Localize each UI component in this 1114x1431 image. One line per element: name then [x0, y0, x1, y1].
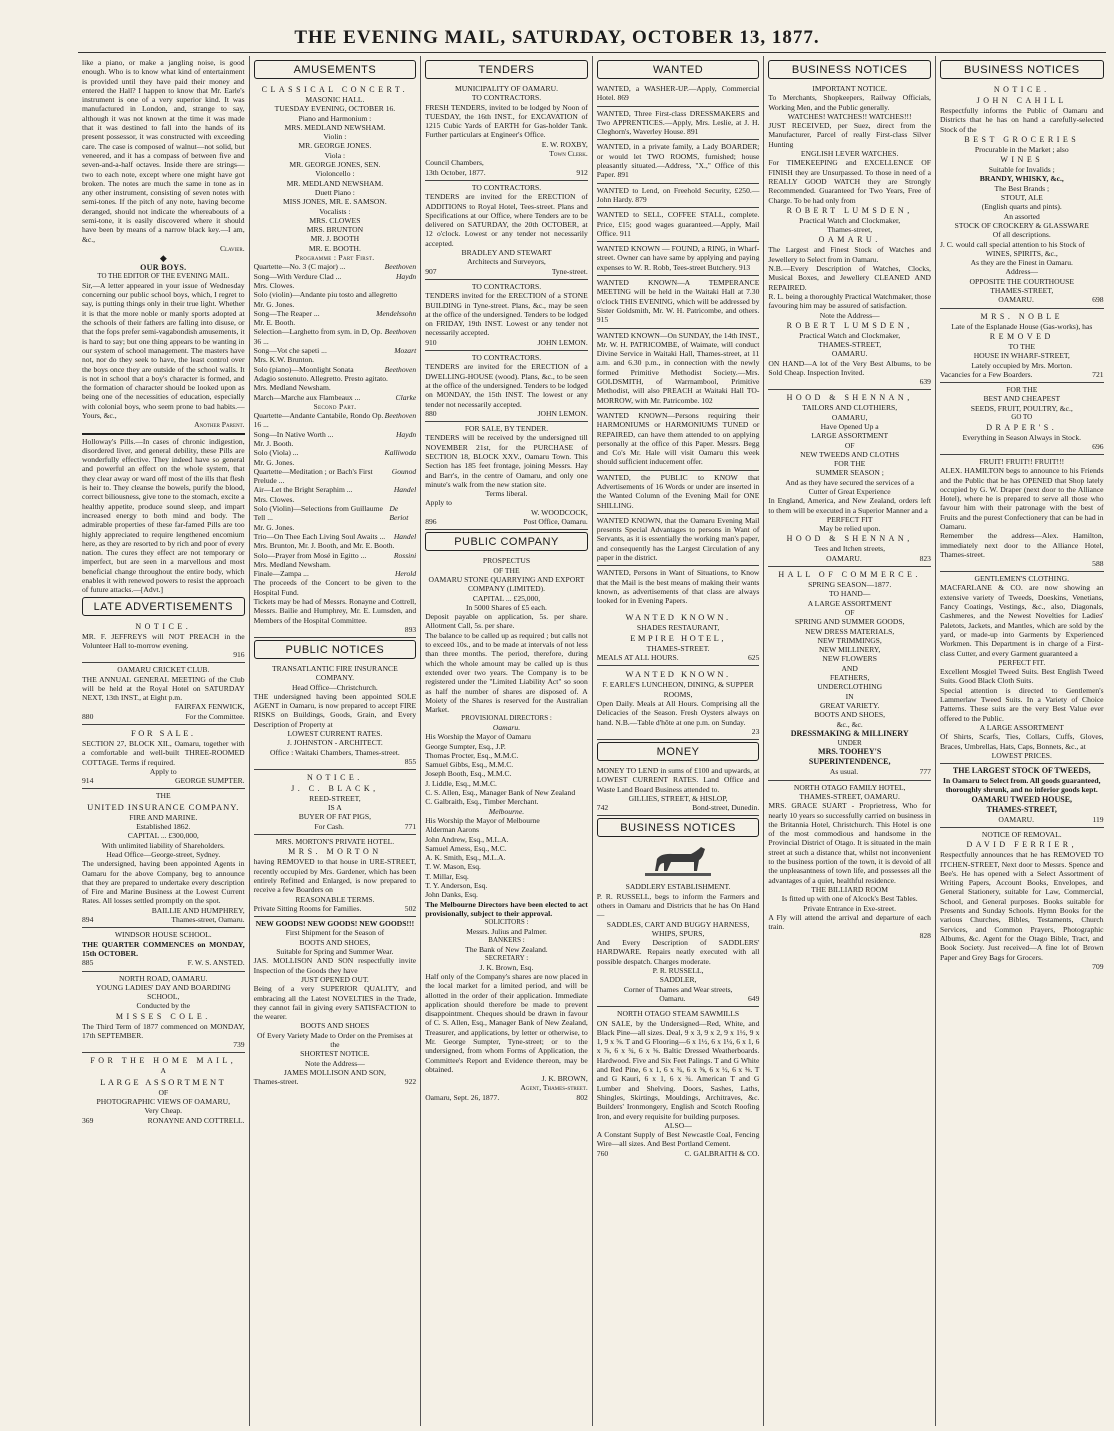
wanted-ad: WANTED to SELL, COFFEE STALL, complete. Price, £15; good wages guaranteed.—Apply, Mail Office. 911: [597, 208, 760, 242]
our-boys-title: OUR BOYS.: [140, 263, 187, 273]
hall-item: UNDERCLOTHING: [817, 682, 883, 692]
director-name: J. Liddle, Esq., M.M.C.: [425, 778, 497, 788]
programme-item: Mrs. K.W. Brunton.: [253, 355, 315, 365]
morton-private-hotel-ad: MRS. MORTON'S PRIVATE HOTEL. MRS. MORTON having REMOVED to that house in URE-STREET, recently occupied by Mrs. Gardener, which has been entirely Refitted and Enlarged, is now prepared to receive a few Boarders on REASONABLE TERMS. Private Sitting Rooms for Families. 502: [254, 835, 417, 917]
our-boys-letter: Sir,—A letter appeared in your issue of Wednesday concerning our public school boys, which, I regret to say, is putting things only in their true light. Whether it is that the more noble or manly sports adopted at the schools of their fathers are falling into disuse, or that the fops prefer semi-vagabondish amusements, it is hard to say; but one thing appears to be wanting in our system of school management. The masters have not, nor do they seek to have, the least control over the boys once they are outside of the school walls. It is not in school that a boy's character is formed, and the formation of character should be looked upon as being one of the necessities of education, especially with colonial boys, who seem prone to bad habits.—Yours, &c.,: [82, 280, 245, 420]
wanted-ad: WANTED KNOWN — FOUND, a RING, in Wharf-street. Owner can have same by applying and paying expenses to W. R. Robb, Tees-street Butchery. 913: [597, 242, 760, 276]
hamilton-fruit-ad: FRUIT! FRUIT!! FRUIT!!! ALEX. HAMILTON begs to announce to his Friends and the Public that he has OPENED that Shop lately occupied by G. W. Draper (next door to the Alliance Hotel), where he is prepared to serve all those who favour him with their patronage with the best of Fruits and the purest Confectionery that can be had in Oamaru. Remember the address—Alex. Hamilton, immediately next door to the Alliance Hotel, Thames-street. 588: [940, 455, 1104, 572]
black-fat-pigs-ad: NOTICE. J. C. BLACK, REED-STREET, IS A BUYER OF FAT PIGS, For Cash. 771: [254, 770, 417, 835]
hall-item: NEW DRESS MATERIALS,: [805, 626, 895, 636]
programme-item: Quartette—Meditation ; or Bach's First Prelude ... Gounod: [253, 466, 417, 486]
hall-item: AND: [841, 663, 858, 673]
programme-item: Mr. G. Jones.: [253, 457, 295, 467]
late-advertisements-header: LATE ADVERTISEMENTS: [82, 597, 245, 616]
director-name: Thomas Procter, Esq., M.M.C.: [425, 750, 519, 760]
classical-concert-ad: CLASSICAL CONCERT. MASONIC HALL. TUESDAY EVENING, OCTOBER 16. Piano and Harmonium : MRS. MEDLAND NEWSHAM. Violin : MR. GEORGE JONES. Viola : MR. GEORGE JONES, SEN. Violoncello : MR. MEDLAND NEWSHAM. Duett Piano : MISS JONES, MR. E. SAMSON. Vocalists : MRS. CLOWES MRS. BRUNTON MR. J. BOOTH MR. E. BOOTH. Programme : Part First. Quartette—No. 3 (C major) ... Beethoven Song—With Verdure Clad ... Haydn Mrs. Clowes. Solo (violin)—Andante piu tosto and allegretto Mr. G. Jones. Song—The Reaper ... Mendelssohn Mr. E. Booth. Selection—Larghetto from sym. in D, Op. 36 ... Beethoven Song—Vot che sapeti ... Mozart Mrs. K.W. Brunton. Solo (piano)—Moonlight Sonata Beethoven Adagio sostenuto. Allegretto. Presto agitato. Mrs. Medland Newsham. March—Marche aux Flambeaux ... Clarke Second Part. Quartette—Andante Cantabile, Rondo Op. 16 ... Beethoven Song—In Native Worth ... Haydn Mr. J. Booth. Solo (Viola) ... Kalliwoda Mr. G. Jones. Quartette—Meditation ; or Bach's First Prelude ... Gounod Air—Let the Bright Seraphim ... Handel Mrs. Clowes. Solo (Violin)—Selections from Guillaume Tell ... De Beriot Mr. G. Jones. Trio—On Thee Each Living Soul Awaits ... Handel Mrs. Brunton, Mr. J. Booth, and Mr. E. Booth. Solo—Prayer from Mosé in Egitto ... Rossini Mrs. Medland Newsham. Finale—Zampa ... Herold The proceeds of the Concert to be given to the Hospital Fund. Tickets may be had of Messrs. Ronayne and Cottrell, Messrs. Bailie and Humphrey, Mr. E. Lumsden, and Members of the Hospital Committee. 893: [254, 82, 417, 638]
wanted-ad: WANTED, a WASHER-UP.—Apply, Commercial Hotel. 869: [597, 82, 760, 107]
column-1: [78, 56, 250, 1426]
director-name: George Sumpter, Esq., J.P.: [425, 741, 506, 751]
programme-item: Solo (violin)—Andante piu tosto and allegretto: [253, 290, 398, 300]
programme-item: Song—Vot che sapeti ... Mozart: [253, 346, 417, 356]
north-otago-family-hotel-ad: NORTH OTAGO FAMILY HOTEL, THAMES-STREET, OAMARU. MRS. GRACE SUART - Proprietress, Who for nearly 10 years so successfully carried on business in the Britannia Hotel, Christchurch. This Hotel is one of the most commodious and handsome in the Provincial District of Otago. It is situated in the main street at such a distance that, whilst not inconvenient to the business portion of the town, it is devoid of all the unpleasantness of town life, and possesses all the advantages of a quiet, healthful residence. THE BILLIARD ROOM Is fitted up with one of Alcock's Best Tables. Private Entrance in Exe-street. A Fly will attend the arrival and departure of each train. 828: [768, 782, 931, 941]
newspaper-page: [78, 56, 1108, 1426]
windsor-house-school-ad: WINDSOR HOUSE SCHOOL. THE QUARTER COMMENCES on MONDAY, 15th OCTOBER. 885 F. W. S. ANSTED.: [82, 928, 245, 971]
public-notices-header: PUBLIC NOTICES: [254, 640, 417, 659]
director-name: Alderman Aarons: [425, 825, 479, 835]
programme-item: Quartette—Andante Cantabile, Rondo Op. 16 ... Beethoven: [253, 411, 417, 430]
programme-item: Trio—On Thee Each Living Soul Awaits ... Handel: [253, 531, 417, 541]
wanted-ad: WANTED, the PUBLIC to KNOW that Advertisements of 16 Words or under are inserted in the Wanted Column of the Evening Mail for ONE SHILLING.: [597, 471, 760, 514]
business-notices-header-col5: BUSINESS NOTICES: [768, 60, 931, 79]
column-4: [593, 56, 765, 1426]
hall-item: NEW TRIMMINGS,: [817, 635, 882, 645]
programme-item: Song—The Reaper ... Mendelssohn: [253, 308, 417, 318]
tenders-header: TENDERS: [425, 60, 588, 79]
jeffreys-notice: NOTICE. MR. F. JEFFREYS will NOT PREACH in the Volunteer Hall to-morrow evening. 916: [82, 619, 245, 664]
wanted-ad: WANTED KNOWN, that the Oamaru Evening Mail presents Special Advantages to persons in Want of Servants, as it is essentially the working man's paper, and consequently has the Largest Circulation of any paper in the district.: [597, 514, 760, 566]
director-name: T. Y. Anderson, Esq.: [425, 881, 488, 891]
oamaru-tweed-house-ad: THE LARGEST STOCK OF TWEEDS, In Oamaru to Select from. All goods guaranteed, thoroughly shrunk, and no inferior goods kept. OAMARU TWEED HOUSE, THAMES-STREET, OAMARU. 119: [940, 764, 1104, 828]
noble-removal-ad: MRS. NOBLE Late of the Esplanade House (Gas-works), has REMOVED TO THE HOUSE IN WHARF-STREET, Lately occupied by Mrs. Morton. Vacancies for a Few Boarders. 721: [940, 309, 1104, 383]
programme-item: Mr. G. Jones.: [253, 522, 295, 532]
programme-item: Mrs. Medland Newsham.: [253, 383, 331, 393]
money-header: MONEY: [597, 742, 760, 761]
cahill-groceries-ad: NOTICE. JOHN CAHILL Respectfully informs the Public of Oamaru and Districts that he has on hand a carefully-selected Stock of the BEST GROCERIES Procurable in the Market ; also WINES Suitable for Invalids ; BRANDY, WHISKY, &c., The Best Brands ; STOUT, ALE (English quarts and pints). An assorted STOCK OF CROCKERY & GLASSWARE Of all descriptions. J. C. would call special attention to his Stock of WINES, SPIRITS, &c., As they are the Finest in Oamaru. Address— OPPOSITE THE COURTHOUSE THAMES-STREET, OAMARU. 698: [940, 82, 1104, 309]
piano-letter: like a piano, or make a jangling noise, is good enough. Who is to know what kind of entertainment is provided until they have paid their money and entered the Hall? I happen to know that Mr. Earle's instrument is one of a very superior kind. It was manufactured in London, and, strange to say, although it was not known at the time it was made that it was destined to fall into the hands of its present possessor, it was constructed with exceeding care. The case is composed of walnut—not solid, but veneered, and it has a compass of between five and seven-and-a-half octaves. Inside there are strings—two to each note, except where one might have got broken. The notes are much the same in tone as in any other instrument, consisting of seven notes with semi-tones. If the pitch of any note, having become deranged, should not indicate the whereabouts of a semi-tone, it is easily discovered where it should have been by means of a narrow black key.—I am, &c.,: [82, 58, 245, 244]
hall-item: FEATHERS,: [829, 673, 870, 683]
our-boys-addressee: TO THE EDITOR OF THE EVENING MAIL.: [97, 272, 230, 281]
amusements-header: AMUSEMENTS: [254, 60, 417, 79]
wanted-ad: WANTED, Persons in Want of Situations, to Know that the Mail is the best means of making their wants known, as advertisements of that class are always looked for in Evening Papers.: [596, 568, 760, 606]
hall-of-commerce-ad: HALL OF COMMERCE. SPRING SEASON—1877. TO HAND— A LARGE ASSORTMENT OF SPRING AND SUMMER GOODS, NEW DRESS MATERIALS, NEW TRIMMINGS, NEW MILLINERY, NEW FLOWERS AND FEATHERS, UNDERCLOTHING IN GREAT VARIETY. BOOTS AND SHOES, &c., &c. DRESSMAKING & MILLINERY UNDER MRS. TOOHEY'S SUPERINTENDENCE, As usual. 777: [768, 567, 931, 781]
director-name: C. Galbraith, Esq., Timber Merchant.: [425, 797, 539, 807]
hall-item: &c., &c.: [836, 719, 863, 729]
royal-hotel-tender: TO CONTRACTORS. TENDERS are invited for the ERECTION of ADDITIONS to Royal Hotel, Tees-street. Plans and Specifications at our Office, where Tenders are to be delivered on SATURDAY, the 20th OCTOBER, at 12 o'clock. Lowest or any tender not necessarily accepted. BRADLEY AND STEWART Architects and Surveyors, 907 Tyne-street.: [425, 181, 588, 280]
ferrier-removal-ad: NOTICE OF REMOVAL. DAVID FERRIER, Respectfully announces that he has REMOVED TO ITCHEN-STREET, Next door to Messrs. Spence and Bee's. He has opened with a Select Assortment of Writing Papers, Account Books, Envelopes, and General Stationery, suitable for Law, Commercial, School, and General purposes. Books suitable for Presents and Sunday Schools. Hymn Books for the various Churches, Bibles, Testaments, Church Services, and Common Prayers, Photographic Albums, &c. Agent for the Otago Bible, Tract, and Book Society. Just received—A fine lot of Brown Paper and Grey Bags for Grocers. 709: [939, 830, 1104, 971]
column-2: [250, 56, 422, 1426]
programme-item: Solo (piano)—Moonlight Sonata Beethoven: [253, 364, 417, 374]
programme-item: Quartette—No. 3 (C major) ... Beethoven: [253, 262, 417, 272]
hall-item: NEW FLOWERS: [822, 654, 877, 664]
programme-item: Song—With Verdure Clad ... Haydn: [253, 271, 417, 281]
programme-item: Selection—Larghetto from sym. in D, Op. 36 ... Beethoven: [253, 327, 417, 346]
macfarlane-clothing-ad: GENTLEMEN'S CLOTHING. MACFARLANE & CO. are now showing an extensive variety of Tweeds, Doeskins, Venetians, Fancy Coatings, Vestings, &c., also, Diagonals, Cashmeres, and the Newest Novelties for Ladies' Paletots, Jackets, and Mantles, which are sold by the yard, or made-up into Garments by Experienced Workmen. This Department is in charge of a First-class Cutter, and every Garment guaranteed a PERFECT FIT. Excellent Mosgiel Tweed Suits. Best English Tweed Suits. Good Black Cloth Suits. Special attention is directed to Gentlemen's Lammerlaw Tweed Suits. In a Variety of Choice Patterns. These suits are the very Best Value ever offered to the Public. A LARGE ASSORTMENT Of Shirts, Scarfs, Ties, Collars, Cuffs, Gloves, Braces, Umbrellas, Hats, Caps, Bonnets, &c., at LOWEST PRICES.: [940, 572, 1104, 764]
horse-engraving: [643, 845, 713, 879]
director-name: John Andrew, Esq., M.L.A.: [425, 834, 509, 844]
wanted-header: WANTED: [597, 60, 760, 79]
lumsden-watches-ad: IMPORTANT NOTICE. To Merchants, Shopkeepers, Railway Officials, Working Men, and the Public generally. WATCHES! WATCHES!! WATCHES!!! JUST RECEIVED, per Suez, direct from the Manufacturer, Parcel of really First-class Silver Hunting ENGLISH LEVER WATCHES. For TIMEKEEPING and EXCELLENCE OF FINISH they are Unsurpassed. To those in need of a REALLY GOOD WATCH they are Strongly Recommended. Guaranteed for Two Years, Free of Charge. To be had only from ROBERT LUMSDEN, Practical Watch and Clockmaker, Thames-street, OAMARU. The Largest and Finest Stock of Watches and Jewellery to Select from in Oamaru. N.B.—Every Description of Watches, Clocks, Musical Boxes, and Jewellery CLEANED AND REPAIRED. R. L. being a thoroughly Practical Watchmaker, those favouring him may be assured of satisfaction. Note the Address— ROBERT LUMSDEN, Practical Watch and Clockmaker, THAMES-STREET, OAMARU. ON HAND—A lot of the Very Best Albums, to be Sold Cheap. Inspection Invited. 639: [768, 82, 931, 390]
programme-item: Solo—Prayer from Mosé in Egitto ... Rossini: [253, 550, 417, 560]
column-5: [764, 56, 936, 1426]
programme-item: Air—Let the Bright Seraphim ... Handel: [253, 485, 417, 495]
programme-item: Mr. G. Jones.: [253, 299, 295, 309]
wanted-ad: WANTED to Lend, on Freehold Security, £250.—John Hardy. 879: [597, 184, 760, 209]
programme-item: Adagio sostenuto. Allegretto. Presto agitato.: [253, 373, 388, 383]
vocalist-name: MRS. CLOWES: [309, 215, 361, 225]
programme-item: Mrs. Clowes.: [253, 494, 295, 504]
wanted-ad: WANTED, in a private family, a Lady BOARDER; or would let TWO ROOMS, furnished; house pleasantly situated.—Address, "X.," Office of this Paper. 891: [597, 140, 760, 183]
mollison-new-goods-ad: NEW GOODS! NEW GOODS! NEW GOODS!!! First Shipment for the Season of BOOTS AND SHOES, Suitable for Spring and Summer Wear. JAS. MOLLISON AND SON respectfully invite Inspection of the Goods they have JUST OPENED OUT. Being of a very SUPERIOR QUALITY, and embracing all the Latest NOVELTIES in the Trade, they cannot fail in giving every SATISFACTION to the wearer. BOOTS AND SHOES Of Every Variety Made to Order on the Premises at the SHORTEST NOTICE. Note the Address— JAMES MOLLISON AND SON, Thames-street. 922: [253, 919, 417, 1087]
cricket-club-notice: OAMARU CRICKET CLUB. THE ANNUAL GENERAL MEETING of the Club will be held at the Royal Hotel on SATURDAY NEXT, 13th INST., at Eight p.m. FAIRFAX FENWICK, 880 For the Committee.: [82, 663, 245, 725]
director-name: His Worship the Mayor of Melbourne: [425, 815, 540, 825]
newspaper-title: THE EVENING MAIL, SATURDAY, OCTOBER 13, 1877.: [294, 27, 820, 48]
piano-letter-signature: Clavier.: [219, 243, 245, 253]
director-name: T. Millar, Esq.: [425, 871, 469, 881]
united-insurance-ad: THE UNITED INSURANCE COMPANY. FIRE AND MARINE. Established 1862. CAPITAL ... £300,000, With unlimited liability of Shareholders. Head Office—George-street, Sydney. The undersigned, having been appointed Agents in Oamaru for the above Company, beg to announce that they are prepared to undertake every description of Fire and Marine Business at the Lowest Current Rates. All losses settled promptly on the spot. BAILLIE AND HUMPHREY, 894 Thames-street, Oamaru.: [82, 789, 245, 928]
holloway-pills-ad: Holloway's Pills.—In cases of chronic indigestion, disordered liver, and general debility, these Pills are wonderfully effective. They indeed have so general and powerful an effect on the whole system, that they clear away or ward off most of the ills that flesh is heir to. They cleanse the bowels, purify the blood, correct biliousness, give tone to the stomach, excite a healthy appetite, produce sound sleep, and impart increased energy to both mind and body. The admirable properties of these far-famed Pills are too highly appreciated to require lengthened encomium here, as they are resorted to by rich and poor of every nation. The cures they effect are not temporary or imperfect, but are seen in a marvellous and most beneficial change throughout the entire body, which enables it with renewed powers to resist the approach of future attacks.—[Advt.]: [82, 436, 245, 595]
column-3: [421, 56, 593, 1426]
municipality-tender: MUNICIPALITY OF OAMARU. TO CONTRACTORS. FRESH TENDERS, invited to be lodged by Noon of TUESDAY, the 16th INST., for EXCAVATION of 1215 Cubic Yards of EARTH for Gas-holder Tank. Further particulars at Engineer's Office. E. W. ROXBY, Town Clerk. Council Chambers, 13th October, 1877. 912: [425, 82, 588, 181]
programme-item: Mr. J. Booth.: [253, 438, 294, 448]
divider-ornament: ◆: [159, 253, 167, 264]
transatlantic-insurance-ad: TRANSATLANTIC FIRE INSURANCE COMPANY. Head Office—Christchurch. THE undersigned having been appointed SOLE AGENT in Oamaru, is now prepared to accept FIRE RISKS on Buildings, Goods, Grain, and Every Description of Property at LOWEST CURRENT RATES. J. JOHNSTON - ARCHITECT. Office : Waitaki Chambers, Thames-street. 855: [254, 662, 417, 770]
for-sale-section-ad: FOR SALE. SECTION 27, BLOCK XII., Oamaru, together with a comfortable and well-built THREE-ROOMED COTTAGE. Terms if required. Apply to 914 GEORGE SUMPTER.: [82, 725, 245, 789]
director-name: A. K. Smith, Esq., M.L.A.: [425, 853, 506, 863]
shades-restaurant-ad: WANTED KNOWN. SHADES RESTAURANT, EMPIRE HOTEL, THAMES-STREET. MEALS AT ALL HOURS. 625: [597, 609, 760, 667]
director-name: C. S. Allen, Esq., Manager Bank of New Zealand: [425, 788, 576, 798]
programme-item: Mrs. Brunton, Mr. J. Booth, and Mr. E. Booth.: [253, 541, 395, 551]
hall-item: GREAT VARIETY.: [819, 700, 880, 710]
vocalist-name: MR. E. BOOTH.: [308, 243, 361, 253]
director-name: John Danks, Esq.: [425, 890, 478, 900]
programme-item: Mr. E. Booth.: [253, 318, 296, 328]
money-to-lend-ad: MONEY TO LEND in sums of £100 and upwards, at LOWEST CURRENT RATES. Land Office and Waste Land Board Business attended to. GILLIES, STREET, & HISLOP, 742 Bond-street, Dunedin.: [597, 764, 760, 816]
our-boys-signature: Another Parent.: [194, 420, 245, 430]
earle-luncheon-rooms-ad: WANTED KNOWN. F. EARLE'S LUNCHEON, DINING, & SUPPER ROOMS, Open Daily. Meals at All Hours. Comprising all the Delicacies of the Season. Fresh Oysters always on hand. N.B.—Table d'hôte at one p.m. on Sunday. 23: [597, 666, 760, 739]
dwelling-house-tender: TO CONTRACTORS. TENDERS are invited for the ERECTION of a DWELLING-HOUSE (wood). Plans, &c., to be seen at the office of the undersigned. Tenders to be lodged on MONDAY, the 15th INST. The lowest or any tender not necessarily accepted. 880 JOHN LEMON.: [425, 351, 588, 422]
wanted-ad: WANTED KNOWN—A TEMPERANCE MEETING will be held in the Waitaki Hall at 7.30 o'clock THIS EVENING, which will be addressed by Sister Goldsmith, Mr. W. H. Patricombe, and others. 915: [597, 276, 760, 328]
business-notices-header-col4: BUSINESS NOTICES: [597, 818, 760, 837]
sawmills-ad: NORTH OTAGO STEAM SAWMILLS ON SALE, by the Undersigned—Red, White, and Black Pine—all sizes. Deal, 9 x 3, 9 x 2, 9 x 1½, 9 x 1, 9 x ⅝. T and G Flooring—6 x 1½, 6 x 1¼, 6 x 1, 6 x ⅞, 6 x ¾, 6 x ⅝. Baltic Dressed Weatherboards. Hardwood. Five and Six Feet Palings. T and G White and Red Pine, 6 x 1, 6 x ¾, 6 x ⅝, 6 x ½, 6 x ⅜. T and G Kauri, 6 x 1, 6 x ¾. American T and G Lumber and Shelving. Doors, Sashes, Laths, Shingles, Skirtings, Mouldings, Architraves, &c. Builders' Ironmongery, English and Scotch Roofing Iron, and every requisite for building purposes. ALSO— A Constant Supply of Best Newcastle Coal, Fencing Wire—all sizes. And Best Portland Cement. 760 C. GALBRAITH & CO.: [596, 1009, 760, 1158]
stone-quarrying-prospectus: PROSPECTUS OF THE OAMARU STONE QUARRYING AND EXPORT COMPANY (LIMITED). CAPITAL ... £25,000, In 5000 Shares of £5 each. Deposit payable on application, 5s. per share. Allotment Call, 5s. per share. The balance to be called up as required ; but calls not to exceed 10s., and to be made at intervals of not less than three months. The period, therefore, during which the whole amount may be called up is thus extended over two years. The Company is to be registered under the "Limited Liability Act" so soon as half the number of shares are disposed of. A Moiety of the Shares is reserved for the Australian Market. PROVISIONAL DIRECTORS : Oamaru. His Worship the Mayor of Oamaru George Sumpter, Esq., J.P. Thomas Procter, Esq., M.M.C. Samuel Gibbs, Esq., M.M.C. Joseph Booth, Esq., M.M.C. J. Liddle, Esq., M.M.C. C. S. Allen, Esq., Manager Bank of New Zealand C. Galbraith, Esq., Timber Merchant. Melbourne. His Worship the Mayor of Melbourne Alderman Aarons John Andrew, Esq., M.L.A. Samuel Amess, Esq., M.C. A. K. Smith, Esq., M.L.A. T. W. Mason, Esq. T. Millar, Esq. T. Y. Anderson, Esq. John Danks, Esq. The Melbourne Directors have been elected to act provisionally, subject to their approval. SOLICITORS : Messrs. Julius and Palmer. BANKERS : The Bank of New Zealand. SECRETARY : J. K. Brown, Esq. Half only of the Company's shares are now placed in the local market for a limited period, and will be allotted in the order of their application. Immediate application should therefore be made to prevent disappointment. Cheques should be drawn in favour of C. S. Allen, Esq., Manager Bank of New Zealand, Treasurer, and applications, by letter or otherwise, to Mr. George Sumpter, Tyne-street; or to the undersigned, from whom Forms of Application, the Committee's Report and Evidence thereon, may be obtained. J. K. BROWN, Agent, Thames-street. Oamaru, Sept. 26, 1877. 802: [425, 556, 588, 1102]
vocalist-name: MRS. BRUNTON: [306, 225, 364, 235]
director-name: Samuel Amess, Esq., M.C.: [425, 843, 507, 853]
business-notices-header-col6: BUSINESS NOTICES: [940, 60, 1104, 79]
public-company-header: PUBLIC COMPANY: [425, 532, 588, 551]
programme-item: Finale—Zampa ... Herold: [253, 569, 417, 579]
wanted-ad: WANTED KNOWN—On SUNDAY, the 14th INST., Mr. W. H. PATRICOMBE, of Waimate, will conduct Divine Service in Waitaki Hall, Thames-street, at 11 a.m. and 6.30 p.m., in connection with the newly formed Primitive Methodist Society.—Mrs. GOLDSMITH, of Warrnambool, Primitive Methodist, will also PREACH at Waitaki Hall TO-MORROW, with Mr. Patricombe. 102: [597, 329, 760, 409]
director-name: Samuel Gibbs, Esq., M.M.C.: [425, 760, 514, 770]
sale-by-tender-ad: FOR SALE, BY TENDER. TENDERS will be received by the undersigned till NOVEMBER 21st, for the PURCHASE of SECTION 18, BLOCK XXV., Oamaru Town. This Section has 185 feet frontage, joining Messrs. Hay and Barr's, in the centre of Oamaru, and only one minute's walk from the new station site. Terms liberal. Apply to W. WOODCOCK, 896 Post Office, Oamaru.: [425, 422, 588, 530]
wanted-ad: WANTED KNOWN—Persons requiring their HARMONIUMS or HARMONIUMS TUNED or REPAIRED, can have them attended to on applying personally at the office of this Paper. Messrs. Begg and Co's Mr. Hale will visit Oamaru this week should sufficient inducement offer.: [597, 409, 760, 471]
director-name: T. W. Mason, Esq.: [425, 862, 481, 872]
hall-item: BOOTS AND SHOES,: [814, 710, 886, 720]
masthead-rule: [78, 52, 1106, 53]
column-6: [936, 56, 1108, 1426]
programme-item: Solo (Violin)—Selections from Guillaume Tell ... De Beriot: [253, 504, 409, 523]
hall-item: IN: [845, 691, 854, 701]
saddlery-ad: SADDLERY ESTABLISHMENT. P. R. RUSSELL, begs to inform the Farmers and others in Oamaru and Districts that he has On Hand— SADDLES, CART AND BUGGY HARNESS, WHIPS, SPURS, And Every Description of SADDLERS' HARDWARE. Repairs neatly executed with all possible despatch. Charges moderate. P. R. RUSSELL, SADDLER, Corner of Thames and Wear streets, Oamaru. 649: [597, 840, 760, 1007]
vocalist-name: MR. J. BOOTH: [310, 234, 360, 244]
director-name: His Worship the Mayor of Oamaru: [425, 732, 531, 742]
programme-item: Mrs. Clowes.: [253, 280, 295, 290]
hall-item: NEW MILLINERY,: [819, 645, 881, 655]
stone-building-tender: TO CONTRACTORS. TENDERS invited for the ERECTION of a STONE BUILDING in Tyne-street. Plans, &c., may be seen at the office of the undersigned. Tenders to be lodged on FRIDAY, 19th INST. Lowest or any tender not necessarily accepted. 910 JOHN LEMON.: [425, 280, 588, 351]
programme-item: Solo (Viola) ... Kalliwoda: [253, 448, 417, 458]
programme-item: Mrs. Medland Newsham.: [253, 559, 331, 569]
director-name: Joseph Booth, Esq., M.M.C.: [425, 769, 512, 779]
draper-seeds-ad: FOR THE BEST AND CHEAPEST SEEDS, FRUIT, POULTRY, &c., GO TO DRAPER'S. Everything in Season Always in Stock. 696: [940, 383, 1104, 455]
wanted-ad: WANTED, Three First-class DRESSMAKERS and Two APPRENTICES.—Apply, Mrs. Leslie, at J. H. Cleghorn's, Waverley House. 891: [597, 107, 760, 141]
hood-shennan-ad: HOOD & SHENNAN, TAILORS AND CLOTHIERS, OAMARU, Have Opened Up a LARGE ASSORTMENT OF NEW TWEEDS AND CLOTHS FOR THE SUMMER SEASON ; And as they have secured the services of a Cutter of Great Experience In England, America, and New Zealand, orders left to them will be executed in a Superior Manner and a PERFECT FIT May be relied upon. HOOD & SHENNAN, Tees and Itchen streets, OAMARU. 823: [768, 390, 931, 567]
misses-cole-school-ad: NORTH ROAD, OAMARU. YOUNG LADIES' DAY AND BOARDING SCHOOL, Conducted by the MISSES COLE. The Third Term of 1877 commenced on MONDAY, 17th SEPTEMBER. 739: [82, 972, 245, 1054]
programme-item: Song—In Native Worth ... Haydn: [253, 429, 417, 439]
programme-item: March—Marche aux Flambeaux ... Clarke: [253, 392, 417, 402]
masthead: [0, 0, 1114, 50]
home-mail-photographs-ad: FOR THE HOME MAIL, A LARGE ASSORTMENT OF PHOTOGRAPHIC VIEWS OF OAMARU, Very Cheap. 369 RONAYNE AND COTTRELL.: [82, 1056, 245, 1125]
